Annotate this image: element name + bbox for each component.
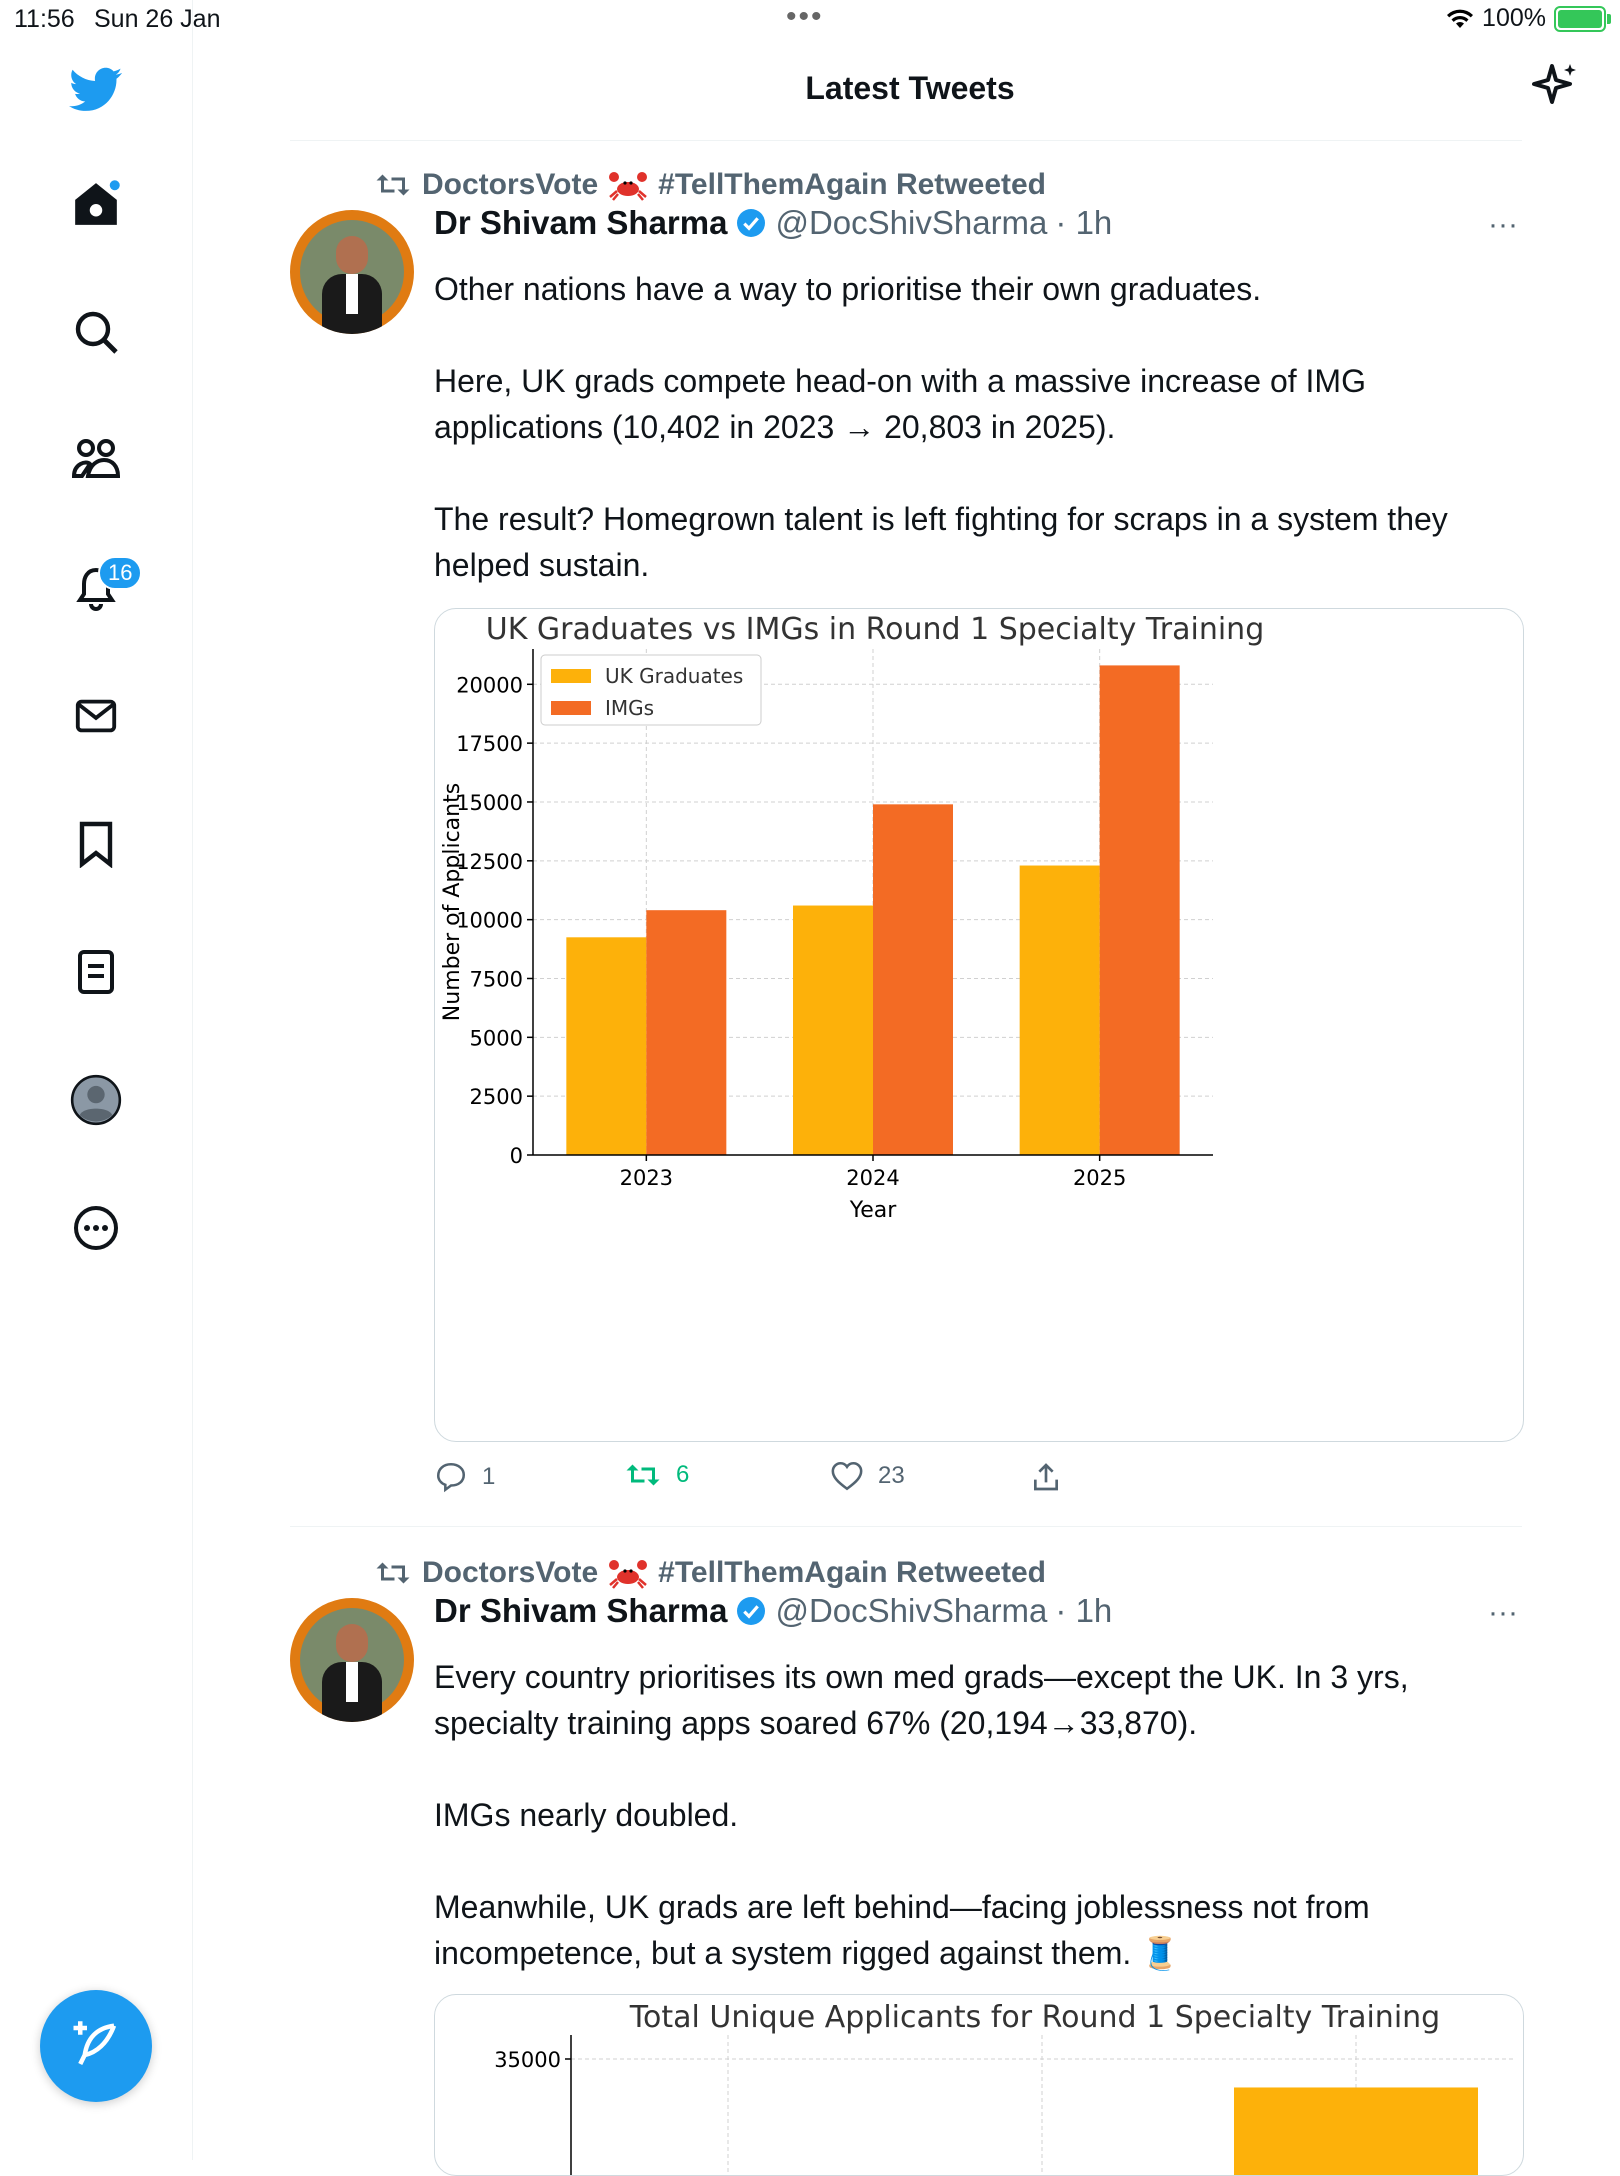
search-icon[interactable] bbox=[66, 302, 126, 362]
retweet-action-icon bbox=[624, 1460, 662, 1490]
status-time: 11:56 bbox=[14, 5, 75, 33]
author-handle[interactable]: @DocShivSharma bbox=[775, 1592, 1048, 1629]
battery-icon bbox=[1554, 6, 1606, 32]
tweet-text-para-1: Every country prioritises its own med grads—except the UK. In 3 yrs, specialty training apps soared 67% (20,194→33,870). bbox=[434, 1659, 1409, 1741]
profile-avatar-icon[interactable] bbox=[66, 1070, 126, 1130]
verified-badge-icon bbox=[735, 207, 767, 239]
tweet-text-para-3: Meanwhile, UK grads are left behind—facing joblessness not from incompetence, but a system rigged against them. 🧵 bbox=[434, 1889, 1370, 1971]
retweet-context[interactable] bbox=[374, 1556, 1046, 1590]
crab-icon bbox=[608, 169, 648, 201]
bar-uk-graduates-2023 bbox=[566, 937, 646, 1155]
share-icon bbox=[1030, 1460, 1062, 1494]
communities-icon[interactable] bbox=[66, 430, 126, 490]
battery-percent: 100% bbox=[1482, 4, 1546, 32]
tweet-text-para-3: The result? Homegrown talent is left fighting for scraps in a system they helped sustain. bbox=[434, 501, 1448, 583]
bar-imgs-2025 bbox=[1100, 665, 1180, 1155]
tweet-time: · 1h bbox=[1055, 1592, 1113, 1629]
crab-icon bbox=[608, 1557, 648, 1589]
author-line bbox=[434, 1592, 1112, 1630]
reply-button[interactable] bbox=[434, 1460, 495, 1494]
legend-swatch-imgs bbox=[551, 701, 591, 715]
tweet-more-button[interactable]: ··· bbox=[1488, 208, 1518, 241]
lists-icon[interactable] bbox=[66, 942, 126, 1002]
retweet-button[interactable] bbox=[624, 1460, 689, 1490]
verified-badge-icon bbox=[735, 1595, 767, 1627]
y-tick-label: 35000 bbox=[494, 2048, 561, 2072]
page-title: Latest Tweets bbox=[805, 70, 1015, 106]
legend-label-imgs: IMGs bbox=[605, 696, 655, 720]
chart-2 bbox=[435, 1995, 1523, 2175]
wifi-icon bbox=[1446, 8, 1474, 30]
y-tick-label: 0 bbox=[509, 1144, 523, 1168]
tweet-text-para-2: Here, UK grads compete head-on with a massive increase of IMG applications (10,402 in 2023 → 20,803 in 2025). bbox=[434, 363, 1366, 445]
y-tick-label: 7500 bbox=[469, 967, 523, 992]
retweet-suffix: #TellThemAgain Retweeted bbox=[658, 1556, 1047, 1589]
tweet-media-chart-2[interactable] bbox=[434, 1994, 1524, 2176]
y-tick-label: 10000 bbox=[456, 908, 523, 933]
x-tick-label: 2023 bbox=[619, 1166, 674, 1190]
retweet-count: 6 bbox=[676, 1461, 690, 1488]
bar-imgs-2023 bbox=[646, 910, 726, 1155]
y-tick-label: 17500 bbox=[456, 732, 523, 757]
author-name[interactable]: Dr Shivam Sharma bbox=[434, 1592, 728, 1629]
tweet-media-chart-1[interactable] bbox=[434, 608, 1524, 1442]
retweet-context[interactable] bbox=[374, 168, 1046, 202]
y-tick-label: 12500 bbox=[456, 849, 523, 874]
retweet-icon bbox=[374, 1558, 412, 1588]
bar-uk-graduates-2024 bbox=[793, 906, 873, 1155]
x-tick-label: 2024 bbox=[846, 1166, 900, 1190]
share-button[interactable] bbox=[1030, 1460, 1062, 1494]
reply-icon bbox=[434, 1460, 468, 1494]
tweet-time: · 1h bbox=[1055, 204, 1113, 241]
compose-feather-icon bbox=[69, 2019, 123, 2073]
heart-icon bbox=[830, 1460, 864, 1492]
x-tick-label: 2025 bbox=[1072, 1166, 1127, 1190]
y-tick-label: 2500 bbox=[469, 1085, 523, 1110]
chart-title: UK Graduates vs IMGs in Round 1 Specialty Training bbox=[485, 612, 1265, 647]
x-axis-label: Year bbox=[849, 1198, 897, 1223]
sidebar bbox=[0, 0, 193, 2160]
retweet-suffix: #TellThemAgain Retweeted bbox=[658, 168, 1047, 201]
y-tick-label bbox=[494, 2174, 561, 2175]
sparkle-icon[interactable] bbox=[1532, 62, 1580, 115]
status-right bbox=[1446, 4, 1606, 33]
like-button[interactable] bbox=[830, 1460, 905, 1492]
compose-tweet-button[interactable] bbox=[40, 1990, 152, 2102]
chart-1 bbox=[435, 609, 1523, 1441]
retweeter-name[interactable]: DoctorsVote bbox=[422, 168, 599, 201]
home-icon[interactable] bbox=[66, 174, 126, 234]
chart-title: Total Unique Applicants for Round 1 Specialty Training bbox=[629, 2000, 1441, 2035]
retweet-icon bbox=[374, 170, 412, 200]
like-count: 23 bbox=[878, 1462, 905, 1489]
y-tick-label: 20000 bbox=[456, 673, 523, 698]
status-bar bbox=[0, 0, 1620, 40]
notifications-badge: 16 bbox=[98, 556, 142, 590]
twitter-logo-icon[interactable] bbox=[66, 60, 126, 120]
y-tick-label: 5000 bbox=[469, 1026, 523, 1051]
bookmarks-icon[interactable] bbox=[66, 814, 126, 874]
bar-total-2025 bbox=[1234, 2087, 1478, 2175]
retweeter-name[interactable]: DoctorsVote bbox=[422, 1556, 599, 1589]
tweet-text-para-2: IMGs nearly doubled. bbox=[434, 1797, 739, 1833]
bar-uk-graduates-2025 bbox=[1020, 866, 1100, 1155]
author-name[interactable]: Dr Shivam Sharma bbox=[434, 204, 728, 241]
legend-swatch-uk-graduates bbox=[551, 669, 591, 683]
tweet-text-para-1: Other nations have a way to prioritise their own graduates. bbox=[434, 271, 1262, 307]
bar-imgs-2024 bbox=[873, 804, 953, 1155]
y-axis-label: Number of Applicants bbox=[440, 782, 465, 1022]
y-tick-label: 15000 bbox=[456, 790, 523, 815]
author-avatar[interactable] bbox=[290, 1598, 414, 1722]
legend-label-uk-graduates: UK Graduates bbox=[605, 664, 744, 688]
tweet-divider bbox=[290, 1526, 1522, 1527]
header-divider bbox=[290, 140, 1522, 141]
messages-icon[interactable] bbox=[66, 686, 126, 746]
author-avatar[interactable] bbox=[290, 210, 414, 334]
tweet-more-button[interactable]: ··· bbox=[1488, 1596, 1518, 1629]
more-options-icon[interactable] bbox=[66, 1198, 126, 1258]
multitask-dots[interactable]: ••• bbox=[786, 0, 824, 33]
status-date: Sun 26 Jan bbox=[94, 5, 221, 33]
reply-count: 1 bbox=[482, 1463, 496, 1490]
author-handle[interactable]: @DocShivSharma bbox=[775, 204, 1048, 241]
author-line bbox=[434, 204, 1112, 242]
